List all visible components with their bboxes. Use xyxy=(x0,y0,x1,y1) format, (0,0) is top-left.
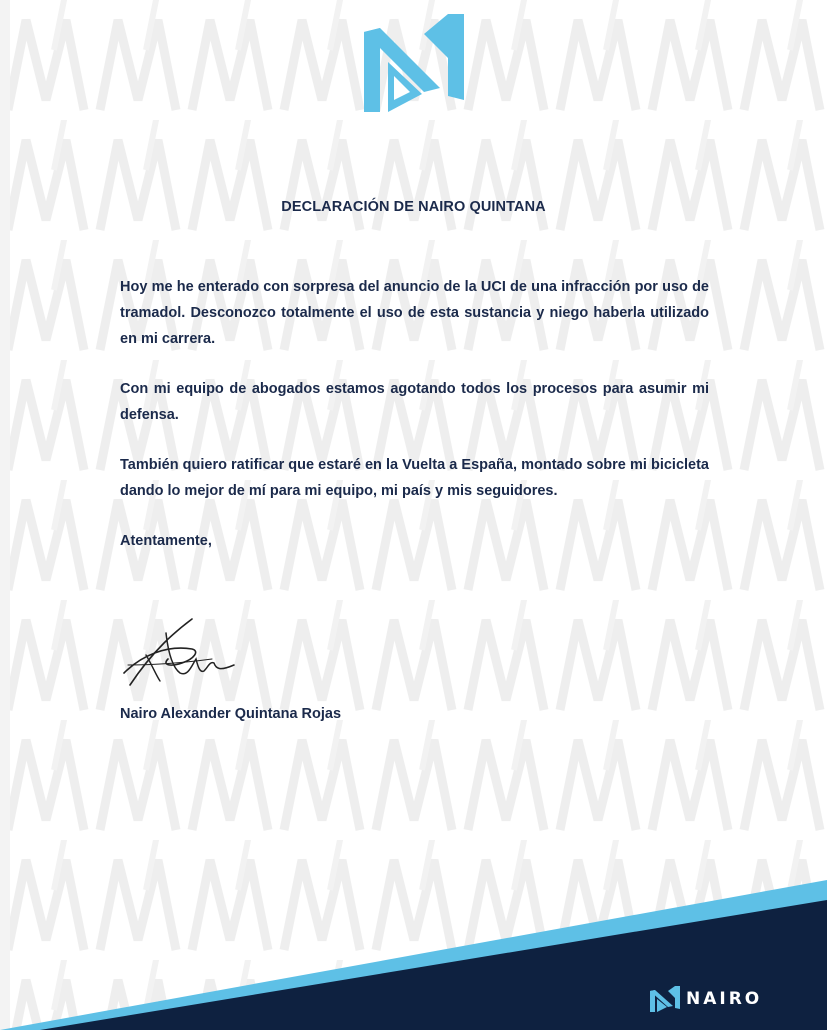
document-title: DECLARACIÓN DE NAIRO QUINTANA xyxy=(281,199,546,215)
footer-wordmark: NAIRO xyxy=(686,989,763,1009)
footer-logo-icon xyxy=(650,986,680,1012)
letter-body xyxy=(120,274,709,578)
paragraph-1: Hoy me he enterado con sorpresa del anuncio de la UCI de una infracción por uso de tramadol. Desconozco totalmente el uso de esta sustancia y niego haberla utilizado en mi carrera. xyxy=(120,279,709,347)
paragraph-2: Con mi equipo de abogados estamos agotando todos los procesos para asumir mi defensa. xyxy=(120,381,709,423)
footer-brand xyxy=(650,986,762,1012)
closing: Atentamente, xyxy=(120,533,212,549)
signature-icon xyxy=(122,615,237,690)
signer-name: Nairo Alexander Quintana Rojas xyxy=(120,706,342,722)
paragraph-3: También quiero ratificar que estaré en la Vuelta a España, montado sobre mi bicicleta dando lo mejor de mí para mi equipo, mi país y mis seguidores. xyxy=(120,457,709,499)
nairo-logo-icon xyxy=(364,14,464,112)
